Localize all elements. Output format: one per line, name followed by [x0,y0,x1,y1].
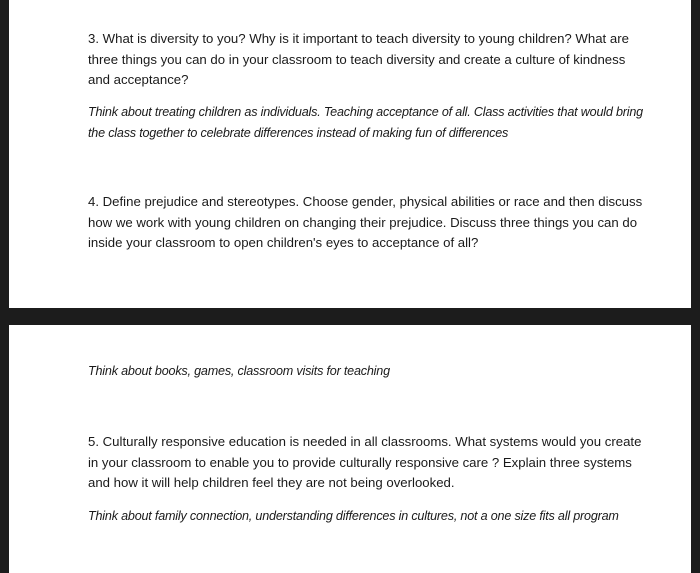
question-3-text: 3. What is diversity to you? Why is it important to teach diversity to young children? What are three things you can do in your classroom to teach diversity and create a culture of kindness and acceptance? [88,31,629,87]
question-5-hint: Think about family connection, understanding differences in cultures, not a one size fits all program [88,509,619,523]
question-5-text: 5. Culturally responsive education is needed in all classrooms. What systems would you create in your classroom to enable you to provide culturally responsive care ? Explain three systems and how it will help children feel they are not being overlooked. [88,434,642,490]
document-page-top [9,0,691,308]
document-page-bottom [9,325,691,573]
question-3-hint: Think about treating children as individuals. Teaching acceptance of all. Class activities that would bring the class together to celebrate differences instead of making fun of differences [88,105,643,140]
question-4-text: 4. Define prejudice and stereotypes. Choose gender, physical abilities or race and then discuss how we work with young children on changing their prejudice. Discuss three things you can do inside your classroom to open children's eyes to acceptance of all? [88,194,643,250]
question-4-hint: Think about books, games, classroom visits for teaching [88,364,390,378]
